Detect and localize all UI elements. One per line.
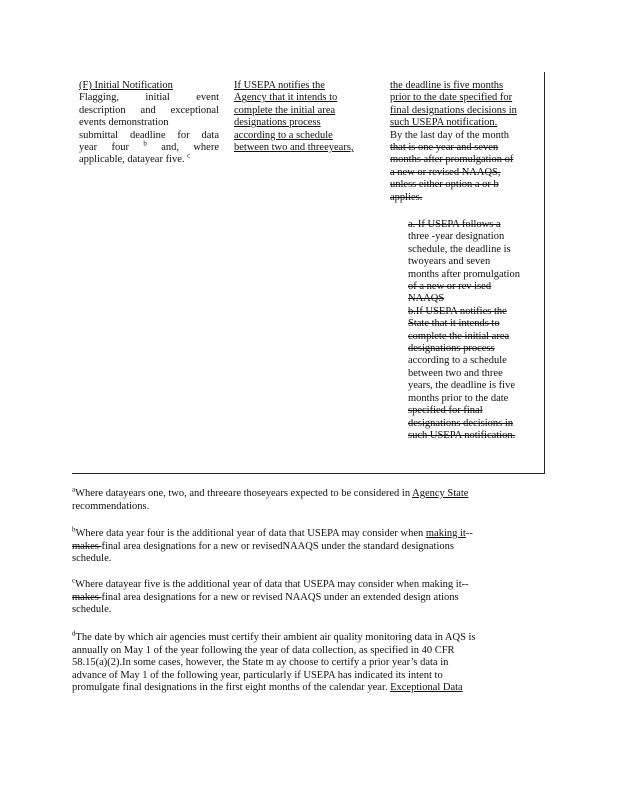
table-cell-deadline-options <box>408 219 528 442</box>
cell-line: events demonstration <box>79 117 169 129</box>
cell-line: Flagging, initial event <box>79 92 219 104</box>
cell-line-struck: of a new or rev ised <box>408 281 492 293</box>
table-cell-requirement <box>79 80 219 167</box>
cell-line: between two and three <box>408 367 503 379</box>
cell-line: designations process <box>234 117 321 129</box>
table-cell-deadline <box>390 80 536 204</box>
footnote-line: $^a$Where datayears one, two, and threeare thoseyears expected to be considered in Agency State <box>72 485 469 499</box>
footnote-a <box>72 485 538 513</box>
cell-line-struck: such USEPA notification. <box>408 429 516 441</box>
cell-line: months prior to the date <box>408 392 509 404</box>
footnote-line: $^b$Where data year four is the additional year of data that USEPA may consider when making it-- <box>72 525 473 539</box>
cell-line-struck: complete the initial area <box>408 330 510 342</box>
table-right-border <box>544 72 545 474</box>
cell-line: final designations decisions in <box>390 104 517 116</box>
footnote-line: schedule. <box>72 604 112 616</box>
cell-line: Agency that it intends to <box>234 92 338 104</box>
footnote-line: recommendations. <box>72 500 150 512</box>
cell-line-struck: months after promulgation of <box>390 154 514 166</box>
cell-line-struck: unless either option a or b <box>390 179 499 191</box>
footnote-line: $^d$The date by which air agencies must certify their ambient air quality monitoring data in AQS is <box>72 629 476 643</box>
footnote-c <box>72 576 538 617</box>
footnote-line: $^c$Where datayear five is the additional year of data that USEPA may consider when making it-- <box>72 576 469 590</box>
footnote-line: schedule. <box>72 553 112 565</box>
cell-line: according to a schedule <box>234 129 333 141</box>
cell-line-struck: State that it intends to <box>408 318 500 330</box>
cell-line-struck: a new or revised NAAQS, <box>390 166 501 178</box>
footnote-line: makes final area designations for a new or revisedNAAQS under the standard designations <box>72 540 454 552</box>
table-cell-condition <box>234 80 374 154</box>
footnote-b <box>72 525 538 566</box>
footnote-line: advance of May 1 of the following year, particularly if USEPA has indicated its intent to <box>72 669 443 681</box>
table-bottom-border <box>72 473 545 474</box>
footnote-d <box>72 629 538 695</box>
cell-line: schedule, the deadline is <box>408 243 511 255</box>
cell-line: year four $^b$ and, where <box>79 139 219 154</box>
cell-line: between two and threeyears, <box>234 142 354 154</box>
cell-line: By the last day of the month <box>390 129 509 141</box>
cell-line-struck: designations decisions in <box>408 417 513 429</box>
cell-line: months after promulgation <box>408 268 520 280</box>
cell-line: three -year designation <box>408 231 505 243</box>
cell-line-struck: a. If USEPA follows a <box>408 219 501 230</box>
cell-line: years, the deadline is five <box>408 380 515 392</box>
cell-line: prior to the date specified for <box>390 92 513 104</box>
cell-line: twoyears and seven <box>408 256 491 268</box>
cell-line: the deadline is five months <box>390 80 504 91</box>
cell-line: submittal deadline for data <box>79 129 219 141</box>
cell-line: If USEPA notifies the <box>234 80 325 91</box>
cell-line-struck: specified for final <box>408 405 483 417</box>
cell-line-struck: b.If USEPA notifies the <box>408 305 507 317</box>
cell-line-struck: applies. <box>390 191 423 203</box>
cell-line: according to a schedule <box>408 355 507 367</box>
cell-line: applicable, datayear five. $^c$ <box>79 151 191 166</box>
footnote-line: annually on May 1 of the year following the year of data collection, as specified in 40 CFR <box>72 644 455 656</box>
cell-line: complete the initial area <box>234 104 336 116</box>
footnote-line: promulgate final designations in the first eight months of the calendar year. Exceptional Data <box>72 682 463 694</box>
cell-line-struck: NAAQS <box>408 293 445 305</box>
cell-line-struck: designations process <box>408 343 495 355</box>
cell-line: such USEPA notification. <box>390 117 498 129</box>
footnote-line: 58.15(a)(2).In some cases, however, the State m ay choose to certify a prior year’s data in <box>72 657 449 669</box>
cell-line: description and exceptional <box>79 104 219 116</box>
cell-line-struck: that is one year and seven <box>390 142 499 154</box>
cell-line: (F) Initial Notification <box>79 80 173 91</box>
footnote-line: makes final area designations for a new or revised NAAQS under an extended design ations <box>72 591 459 603</box>
